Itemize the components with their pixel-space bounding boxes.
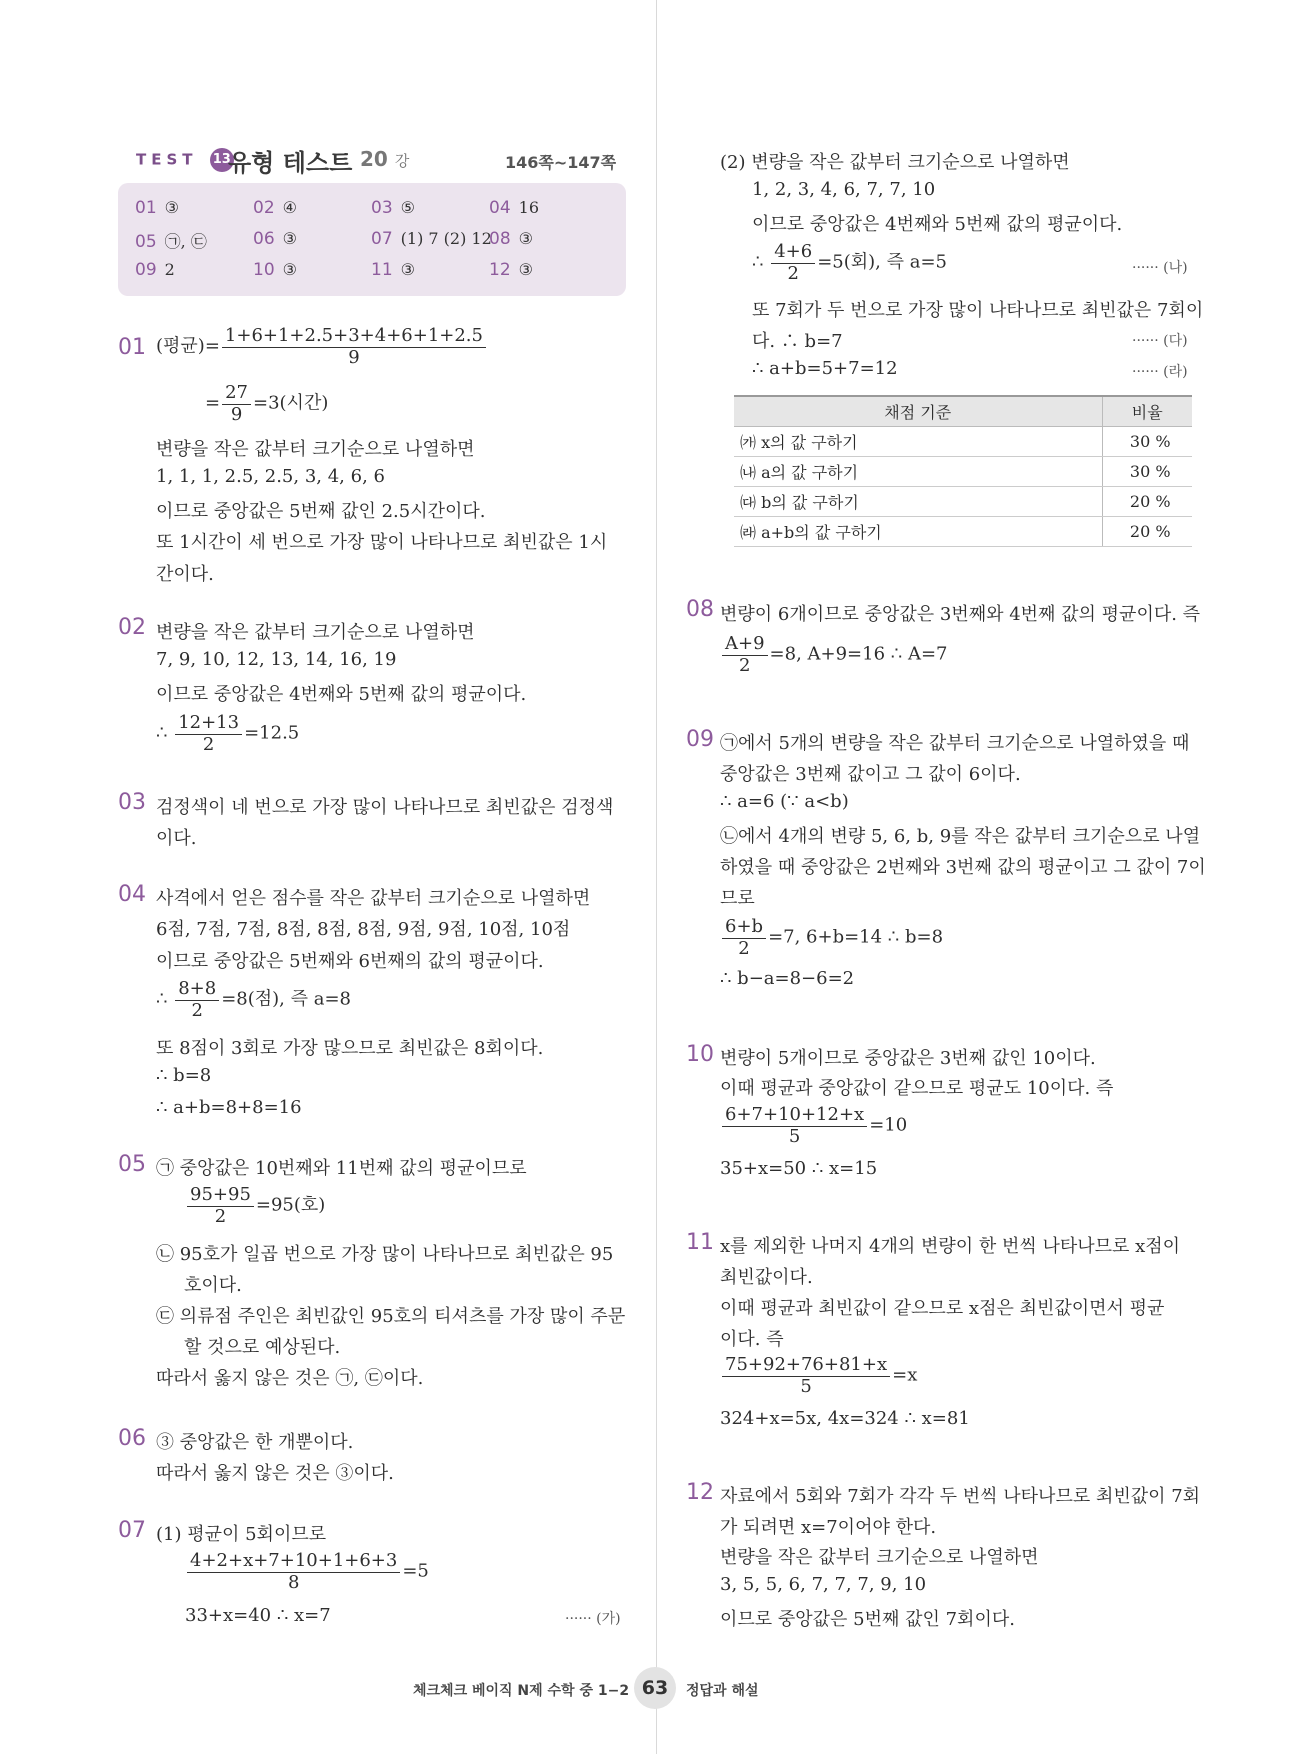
text-line: 또 1시간이 세 번으로 가장 많이 나타나므로 최빈값은 1시 <box>156 532 608 553</box>
text-line: 1, 2, 3, 4, 6, 7, 7, 10 <box>752 179 936 200</box>
text-line: ㉠ 중앙값은 10번째와 11번째 값의 평균이므로 <box>156 1158 527 1179</box>
question-number: 11 <box>686 1230 714 1255</box>
text-line: 이므로 중앙값은 5번째 값인 2.5시간이다. <box>156 501 486 522</box>
text-line: 따라서 옳지 않은 것은 ㉠, ㉢이다. <box>156 1368 424 1389</box>
text-line: 변량이 5개이므로 중앙값은 3번째 값인 10이다. <box>720 1048 1096 1069</box>
question-number: 10 <box>686 1042 714 1067</box>
book-title: 체크체크 베이직 N제 수학 중 1−2 <box>413 1683 630 1699</box>
table-row: ㈑ a+b의 값 구하기 20 % <box>734 516 1192 546</box>
text-line: ∴ a+b=8+8=16 <box>156 1097 302 1118</box>
text-line: 이다. <box>156 828 197 849</box>
equation-line: ∴ $\frac{12+13}{2}$ =12.5 <box>156 712 300 755</box>
text-line: 33+x=40 ∴ x=7 <box>185 1605 331 1626</box>
table-row: ㈏ a의 값 구하기 30 % <box>734 456 1192 486</box>
answer-item: 04 16 <box>489 198 539 218</box>
question-number: 12 <box>686 1480 714 1505</box>
text-line: 변량을 작은 값부터 크기순으로 나열하면 <box>720 1547 1039 1568</box>
lesson-number: 20 강 <box>360 147 410 171</box>
answer-item: 09 2 <box>135 260 175 280</box>
text-line: 35+x=50 ∴ x=15 <box>720 1158 878 1179</box>
answer-item: 12 ③ <box>489 260 533 280</box>
text-line: (2) 변량을 작은 값부터 크기순으로 나열하면 <box>720 152 1070 173</box>
text-line: 이다. 즉 <box>720 1329 784 1350</box>
text-line: 또 8점이 3회로 가장 많으므로 최빈값은 8회이다. <box>156 1038 544 1059</box>
equation-line: $\frac{A+9}{2}$ =8, A+9=16 ∴ A=7 <box>720 633 947 676</box>
question-number: 05 <box>118 1152 146 1177</box>
answer-item: 03 ⑤ <box>371 198 415 218</box>
table-header: 채점 기준 <box>734 396 1102 426</box>
section-title: 정답과 해설 <box>686 1683 759 1699</box>
text-line: ∴ a+b=5+7=12 <box>752 358 898 379</box>
question-number: 09 <box>686 727 714 752</box>
text-line: 이므로 중앙값은 5번째와 6번째의 값의 평균이다. <box>156 951 544 972</box>
answer-item: 02 ④ <box>253 198 297 218</box>
text-line: 하였을 때 중앙값은 2번째와 3번째 값의 평균이고 그 값이 7이 <box>720 857 1206 878</box>
equation-line: $\frac{4+2+x+7+10+1+6+3}{8}$ =5 <box>185 1550 429 1593</box>
answer-item: 05 ㉠, ㉢ <box>135 232 207 252</box>
text-line: ㉡에서 4개의 변량 5, 6, b, 9를 작은 값부터 크기순으로 나열 <box>720 826 1201 847</box>
test-number-badge: 13 <box>210 148 234 172</box>
table-header: 비율 <box>1102 396 1192 426</box>
question-number: 04 <box>118 882 146 907</box>
text-line: ∴ b−a=8−6=2 <box>720 968 855 989</box>
question-number: 03 <box>118 790 146 815</box>
equation-line: ∴ $\frac{8+8}{2}$ =8(점), 즉 a=8 <box>156 978 351 1021</box>
answer-item: 07 (1) 7 (2) 12 <box>371 229 492 249</box>
text-line: 가 되려면 x=7이어야 한다. <box>720 1517 937 1538</box>
text-line: 3, 5, 5, 6, 7, 7, 7, 9, 10 <box>720 1574 927 1595</box>
text-line: ㉡ 95호가 일곱 번으로 가장 많이 나타나므로 최빈값은 95 <box>156 1244 614 1265</box>
text-line: 1, 1, 1, 2.5, 2.5, 3, 4, 6, 6 <box>156 466 385 487</box>
text-line: ㉢ 의류점 주인은 최빈값인 95호의 티셔츠를 가장 많이 주문 <box>156 1306 626 1327</box>
equation-line: $\frac{6+b}{2}$ =7, 6+b=14 ∴ b=8 <box>720 916 943 959</box>
text-line: (1) 평균이 5회이므로 <box>156 1524 327 1545</box>
text-line: 이므로 중앙값은 4번째와 5번째 값의 평균이다. <box>156 684 527 705</box>
text-line: ∴ a=6 (∵ a<b) <box>720 791 849 812</box>
table-row: ㈐ b의 값 구하기 20 % <box>734 486 1192 516</box>
text-line: ③ 중앙값은 한 개뿐이다. <box>156 1432 354 1453</box>
text-line: 변량을 작은 값부터 크기순으로 나열하면 <box>156 622 475 643</box>
page-range: 146쪽~147쪽 <box>505 153 617 172</box>
text-line: 이므로 중앙값은 4번째와 5번째 값의 평균이다. <box>752 214 1123 235</box>
text-line: 변량을 작은 값부터 크기순으로 나열하면 <box>156 439 475 460</box>
equation-line: = $\frac{27}{9}$ =3(시간) <box>205 382 329 425</box>
text-line: 므로 <box>720 888 755 909</box>
text-line: 이때 평균과 최빈값이 같으므로 x점은 최빈값이면서 평균 <box>720 1298 1165 1319</box>
text-line: 따라서 옳지 않은 것은 ③이다. <box>156 1463 394 1484</box>
question-number: 07 <box>118 1518 146 1543</box>
equation-line: ∴ $\frac{4+6}{2}$ =5(회), 즉 a=5 <box>752 241 947 284</box>
text-line: ㉠에서 5개의 변량을 작은 값부터 크기순으로 나열하였을 때 <box>720 733 1190 754</box>
test-label: TEST 13 <box>136 148 234 172</box>
answer-item: 08 ③ <box>489 229 533 249</box>
text-line: 6점, 7점, 7점, 8점, 8점, 8점, 9점, 9점, 10점, 10점 <box>156 919 571 940</box>
scoring-mark: ······ (다) <box>1132 333 1188 349</box>
text-line: 변량이 6개이므로 중앙값은 3번째와 4번째 값의 평균이다. 즉 <box>720 604 1201 625</box>
text-line: ∴ b=8 <box>156 1065 212 1086</box>
equation-line: $\frac{6+7+10+12+x}{5}$ =10 <box>720 1104 907 1147</box>
text-line: 이때 평균과 중앙값이 같으므로 평균도 10이다. 즉 <box>720 1078 1114 1099</box>
equation-line: (평균)= $\frac{1+6+1+2.5+3+4+6+1+2.5}{9}$ <box>156 325 488 368</box>
page-number: 63 <box>634 1667 676 1709</box>
answer-item: 10 ③ <box>253 260 297 280</box>
page-title: 유형 테스트 <box>228 149 353 177</box>
answer-item: 06 ③ <box>253 229 297 249</box>
text-line: 검정색이 네 번으로 가장 많이 나타나므로 최빈값은 검정색 <box>156 797 614 818</box>
equation-line: $\frac{95+95}{2}$ =95(호) <box>185 1184 325 1227</box>
answer-item: 01 ③ <box>135 198 179 218</box>
text-line: x를 제외한 나머지 4개의 변량이 한 번씩 나타나므로 x점이 <box>720 1236 1181 1257</box>
answer-item: 11 ③ <box>371 260 415 280</box>
text-line: 또 7회가 두 번으로 가장 많이 나타나므로 최빈값은 7회이 <box>752 300 1204 321</box>
text-line: 이므로 중앙값은 5번째 값인 7회이다. <box>720 1609 1015 1630</box>
grading-criteria-table <box>734 395 1192 547</box>
column-divider <box>656 0 657 1754</box>
scoring-mark: ······ (가) <box>565 1611 621 1627</box>
text-line: 다. ∴ b=7 <box>752 331 843 352</box>
table-row: ㈎ x의 값 구하기 30 % <box>734 426 1192 456</box>
question-number: 08 <box>686 597 714 622</box>
text-line: 간이다. <box>156 564 214 585</box>
text-line: 호이다. <box>184 1275 242 1296</box>
text-line: 7, 9, 10, 12, 13, 14, 16, 19 <box>156 649 397 670</box>
scoring-mark: ······ (나) <box>1132 260 1188 276</box>
question-number: 01 <box>118 335 146 360</box>
question-number: 06 <box>118 1426 146 1451</box>
equation-line: $\frac{75+92+76+81+x}{5}$ =x <box>720 1354 917 1397</box>
text-line: 324+x=5x, 4x=324 ∴ x=81 <box>720 1408 970 1429</box>
text-line: 자료에서 5회와 7회가 각각 두 번씩 나타나므로 최빈값이 7회 <box>720 1486 1201 1507</box>
text-line: 중앙값은 3번째 값이고 그 값이 6이다. <box>720 764 1021 785</box>
text-line: 사격에서 얻은 점수를 작은 값부터 크기순으로 나열하면 <box>156 888 591 909</box>
scoring-mark: ······ (라) <box>1132 364 1188 380</box>
text-line: 할 것으로 예상된다. <box>184 1337 341 1358</box>
question-number: 02 <box>118 615 146 640</box>
text-line: 최빈값이다. <box>720 1267 813 1288</box>
